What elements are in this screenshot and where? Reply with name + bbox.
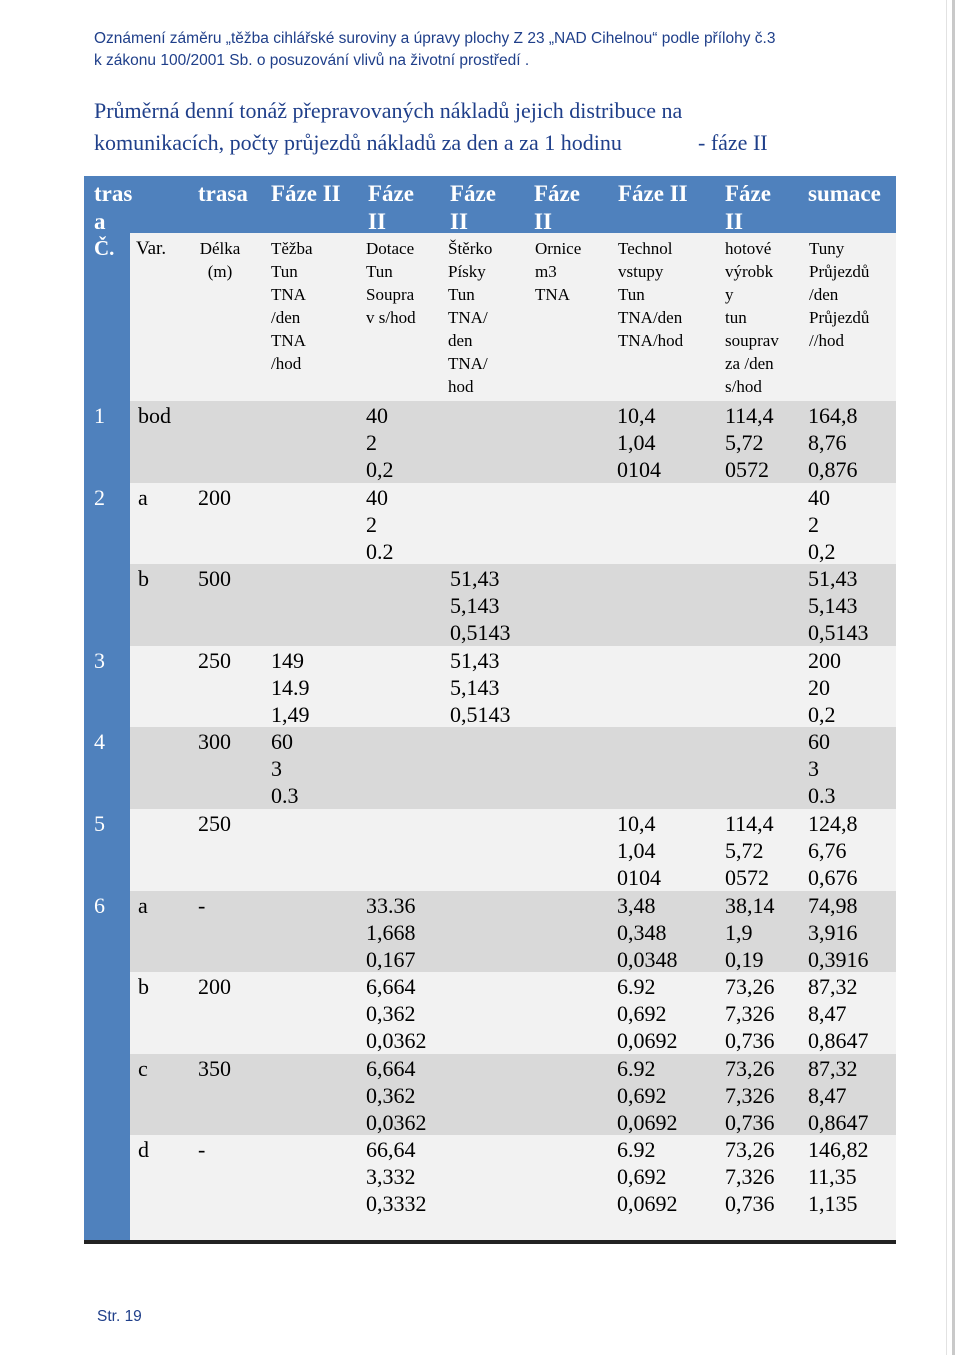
cell-sterko: 51,43 bbox=[450, 647, 500, 673]
cell-dotace: 2 bbox=[366, 511, 377, 537]
cell-sterko: 0,5143 bbox=[450, 620, 511, 646]
cell-dotace: 6,664 bbox=[366, 974, 416, 1000]
subhead-hotove-line: s/hod bbox=[725, 377, 762, 396]
cell-sum: 124,8 bbox=[808, 811, 858, 836]
cell-hotove: 0,736 bbox=[725, 1191, 775, 1217]
cell-technol: 1,04 bbox=[617, 430, 656, 455]
cell-sum: 87,32 bbox=[808, 974, 858, 1000]
cell-tezba: 1,49 bbox=[271, 701, 310, 727]
cell-sum: 200 bbox=[808, 647, 841, 673]
cell-sterko: 0,5143 bbox=[450, 701, 511, 727]
subhead-tezba-line: /den bbox=[271, 308, 301, 327]
cell-sterko: 51,43 bbox=[450, 566, 500, 592]
cell-sum: 8,76 bbox=[808, 430, 847, 455]
cell-delka: - bbox=[198, 892, 206, 918]
cell-technol: 0,0692 bbox=[617, 1109, 678, 1135]
row-band bbox=[130, 1054, 896, 1136]
cell-sum: 5,143 bbox=[808, 593, 858, 619]
cell-technol: 6.92 bbox=[617, 1137, 656, 1163]
cell-hotove: 0,736 bbox=[725, 1109, 775, 1135]
cell-sum: 0,2 bbox=[808, 538, 836, 564]
cell-delka: 200 bbox=[198, 484, 231, 510]
table-first-column-band bbox=[84, 176, 133, 1244]
cell-hotove: 73,26 bbox=[725, 974, 775, 1000]
cell-delka: 250 bbox=[198, 647, 231, 673]
subhead-sumace-line: //hod bbox=[809, 331, 844, 350]
subhead-technol-line: Technol bbox=[618, 239, 673, 258]
subhead-technol-line: TNA/den bbox=[618, 308, 683, 327]
cell-var: bod bbox=[138, 403, 171, 428]
cell-dotace: 66,64 bbox=[366, 1137, 416, 1163]
cell-dotace: 40 bbox=[366, 403, 388, 428]
cell-sum: 74,98 bbox=[808, 892, 858, 918]
row-band bbox=[130, 401, 896, 483]
row-band bbox=[130, 727, 896, 809]
cell-sum: 11,35 bbox=[808, 1164, 857, 1190]
head-faze-ornice: Fáze II bbox=[534, 181, 580, 234]
subhead-sumace-line: Tuny bbox=[809, 239, 845, 258]
cell-delka: 350 bbox=[198, 1055, 231, 1081]
subhead-delka-line: (m) bbox=[207, 262, 233, 281]
subhead-sumace-line: Průjezdů bbox=[809, 262, 870, 281]
subhead-tezba-line: Tun bbox=[271, 262, 298, 281]
cell-technol: 0104 bbox=[617, 457, 661, 482]
cell-delka: - bbox=[198, 1137, 206, 1163]
cell-var: b bbox=[138, 974, 149, 1000]
cell-hotove: 0,736 bbox=[725, 1028, 775, 1054]
cell-sum: 1,135 bbox=[808, 1191, 858, 1217]
cell-sum: 6,76 bbox=[808, 838, 847, 863]
page-edge bbox=[952, 0, 955, 1355]
cell-dotace: 0,362 bbox=[366, 1082, 416, 1108]
cell-sum: 2 bbox=[808, 511, 819, 537]
subhead-delka bbox=[198, 237, 242, 283]
subhead-sterko-line: Písky bbox=[448, 262, 486, 281]
document-header bbox=[94, 28, 914, 72]
cell-technol: 3,48 bbox=[617, 892, 656, 918]
subhead-sterko-line: TNA/ bbox=[448, 308, 488, 327]
cell-technol: 0,692 bbox=[617, 1001, 667, 1027]
cell-sum: 0,3916 bbox=[808, 946, 869, 972]
cell-sum: 0,676 bbox=[808, 865, 858, 890]
head-faze-tezba: Fáze II bbox=[271, 181, 341, 206]
title-suffix: - fáze II bbox=[698, 130, 768, 155]
cell-hotove: 0572 bbox=[725, 865, 769, 890]
subhead-dotace bbox=[366, 237, 416, 329]
cell-hotove: 114,4 bbox=[725, 403, 774, 428]
subhead-sterko-line: hod bbox=[448, 377, 474, 396]
cell-hotove: 5,72 bbox=[725, 430, 764, 455]
cell-dotace: 33.36 bbox=[366, 892, 416, 918]
cell-hotove: 5,72 bbox=[725, 838, 764, 863]
page-edge-line bbox=[946, 0, 947, 1355]
subhead-hotove-line: výrobk bbox=[725, 262, 774, 281]
cell-c: 3 bbox=[94, 647, 105, 673]
cell-tezba: 60 bbox=[271, 729, 293, 755]
cell-sum: 60 bbox=[808, 729, 830, 755]
row-band bbox=[130, 891, 896, 973]
subhead-sumace-line: Průjezdů bbox=[809, 308, 870, 327]
subhead-dotace-line: Soupra bbox=[366, 285, 415, 304]
subhead-technol-line: Tun bbox=[618, 285, 645, 304]
subhead-hotove-line: za /den bbox=[725, 354, 774, 373]
cell-dotace: 2 bbox=[366, 430, 377, 455]
cell-sum: 164,8 bbox=[808, 403, 858, 428]
subhead-tezba-line: TNA bbox=[271, 285, 306, 304]
cell-sum: 51,43 bbox=[808, 566, 858, 592]
cell-c: 2 bbox=[94, 484, 105, 510]
subhead-sumace-line: /den bbox=[809, 285, 839, 304]
head-faze-sterko: Fáze II bbox=[450, 181, 496, 234]
subhead-hotove-line: tun bbox=[725, 308, 747, 327]
subhead-sterko-line: den bbox=[448, 331, 473, 350]
cell-hotove: 7,326 bbox=[725, 1001, 775, 1027]
cell-sum: 0,8647 bbox=[808, 1109, 869, 1135]
cell-var: a bbox=[138, 892, 148, 918]
title-line-2: komunikacích, počty průjezdů nákladů za den a za 1 hodinu bbox=[94, 130, 622, 155]
subhead-dotace-line: Tun bbox=[366, 262, 393, 281]
cell-hotove: 38,14 bbox=[725, 892, 775, 918]
subhead-technol-line: TNA/hod bbox=[618, 331, 684, 350]
head-trasa-short: tras a bbox=[94, 181, 133, 234]
cell-hotove: 0,19 bbox=[725, 946, 764, 972]
cell-dotace: 0,362 bbox=[366, 1001, 416, 1027]
cell-var: a bbox=[138, 484, 148, 510]
table-bottom-rule bbox=[84, 1240, 896, 1244]
subhead-ornice bbox=[535, 237, 581, 306]
cell-var: b bbox=[138, 566, 149, 592]
cell-sterko: 5,143 bbox=[450, 593, 500, 619]
cell-sum: 146,82 bbox=[808, 1137, 869, 1163]
cell-sum: 0,876 bbox=[808, 457, 858, 482]
cell-sterko: 5,143 bbox=[450, 674, 500, 700]
subhead-hotove-line: souprav bbox=[725, 331, 779, 350]
subhead-sterko-line: TNA/ bbox=[448, 354, 488, 373]
cell-delka: 300 bbox=[198, 729, 231, 755]
title-line-2-wrap bbox=[94, 127, 914, 159]
subhead-ornice-line: m3 bbox=[535, 262, 557, 281]
subhead-delka-line: Délka bbox=[199, 239, 241, 258]
cell-hotove: 7,326 bbox=[725, 1164, 775, 1190]
table-title bbox=[94, 95, 914, 159]
cell-tezba: 3 bbox=[271, 756, 282, 782]
cell-technol: 0,692 bbox=[617, 1164, 667, 1190]
cell-var: d bbox=[138, 1137, 149, 1163]
subhead-hotove bbox=[725, 237, 779, 398]
header-line-2: k zákonu 100/2001 Sb. o posuzování vlivů na životní prostředí . bbox=[94, 52, 530, 69]
cell-sum: 20 bbox=[808, 674, 830, 700]
cell-technol: 6.92 bbox=[617, 1055, 656, 1081]
cell-technol: 0,0348 bbox=[617, 946, 678, 972]
cell-dotace: 0,2 bbox=[366, 457, 394, 482]
subhead-technol bbox=[618, 237, 683, 352]
subhead-dotace-line: Dotace bbox=[366, 239, 415, 258]
cell-sum: 8,47 bbox=[808, 1082, 847, 1108]
subhead-sterko-line: Štěrko bbox=[448, 239, 493, 258]
cell-dotace: 1,668 bbox=[366, 919, 416, 945]
cell-c: 6 bbox=[94, 892, 105, 918]
subhead-var: Var. bbox=[136, 238, 167, 259]
cell-technol: 10,4 bbox=[617, 403, 656, 428]
cell-sum: 40 bbox=[808, 484, 830, 510]
cell-technol: 0,692 bbox=[617, 1082, 667, 1108]
subhead-hotove-line: y bbox=[725, 285, 734, 304]
row-band bbox=[130, 564, 896, 646]
cell-sum: 8,47 bbox=[808, 1001, 847, 1027]
cell-dotace: 0,0362 bbox=[366, 1109, 427, 1135]
cell-sum: 0,5143 bbox=[808, 620, 869, 646]
cell-hotove: 114,4 bbox=[725, 811, 774, 836]
cell-hotove: 73,26 bbox=[725, 1137, 775, 1163]
cell-delka: 200 bbox=[198, 974, 231, 1000]
cell-var: c bbox=[138, 1055, 148, 1081]
cell-dotace: 6,664 bbox=[366, 1055, 416, 1081]
cell-sum: 0,8647 bbox=[808, 1028, 869, 1054]
cell-hotove: 0572 bbox=[725, 457, 769, 482]
subhead-tezba-line: TNA bbox=[271, 331, 306, 350]
page-number: Str. 19 bbox=[97, 1308, 142, 1325]
cell-technol: 1,04 bbox=[617, 838, 656, 863]
head-faze-dotace: Fáze II bbox=[368, 181, 414, 234]
subhead-tezba bbox=[271, 237, 313, 375]
cell-hotove: 7,326 bbox=[725, 1082, 775, 1108]
cell-technol: 0,0692 bbox=[617, 1028, 678, 1054]
subhead-technol-line: vstupy bbox=[618, 262, 664, 281]
subhead-hotove-line: hotové bbox=[725, 239, 772, 258]
cell-technol: 0,0692 bbox=[617, 1191, 678, 1217]
cell-c: 1 bbox=[94, 403, 105, 428]
cell-dotace: 40 bbox=[366, 484, 388, 510]
subhead-ornice-line: Ornice bbox=[535, 239, 582, 258]
cell-dotace: 3,332 bbox=[366, 1164, 416, 1190]
subhead-sterko-line: Tun bbox=[448, 285, 475, 304]
head-trasa: trasa bbox=[198, 181, 248, 206]
subhead-ornice-line: TNA bbox=[535, 285, 570, 304]
subhead-sterko bbox=[448, 237, 492, 398]
cell-hotove: 73,26 bbox=[725, 1055, 775, 1081]
cell-technol: 6.92 bbox=[617, 974, 656, 1000]
cell-tezba: 14.9 bbox=[271, 674, 310, 700]
subhead-sumace bbox=[809, 237, 869, 352]
cell-hotove: 1,9 bbox=[725, 919, 753, 945]
cell-sum: 0.3 bbox=[808, 783, 836, 809]
cell-technol: 0104 bbox=[617, 865, 661, 890]
cell-dotace: 0.2 bbox=[366, 538, 394, 564]
cell-c: 4 bbox=[94, 729, 105, 755]
title-line-1: Průměrná denní tonáž přepravovaných nákladů jejich distribuce na bbox=[94, 98, 683, 123]
cell-dotace: 0,3332 bbox=[366, 1191, 427, 1217]
cell-delka: 500 bbox=[198, 566, 231, 592]
cell-sum: 87,32 bbox=[808, 1055, 858, 1081]
cell-technol: 0,348 bbox=[617, 919, 667, 945]
head-faze-technol: Fáze II bbox=[618, 181, 688, 206]
cell-sum: 3,916 bbox=[808, 919, 858, 945]
cell-dotace: 0,167 bbox=[366, 946, 416, 972]
head-faze-hotove: Fáze II bbox=[725, 181, 771, 234]
cell-dotace: 0,0362 bbox=[366, 1028, 427, 1054]
subhead-tezba-line: /hod bbox=[271, 354, 302, 373]
head-sumace: sumace bbox=[808, 181, 881, 206]
cell-sum: 0,2 bbox=[808, 701, 836, 727]
subhead-tezba-line: Těžba bbox=[271, 239, 313, 258]
header-line-1: Oznámení záměru „těžba cihlářské suroviny a úpravy plochy Z 23 „NAD Cihelnou“ podle přílohy č.3 bbox=[94, 30, 776, 47]
cell-tezba: 149 bbox=[271, 647, 304, 673]
cell-c: 5 bbox=[94, 811, 105, 836]
subhead-c: Č. bbox=[94, 236, 115, 260]
cell-technol: 10,4 bbox=[617, 811, 656, 836]
cell-tezba: 0.3 bbox=[271, 783, 299, 809]
cell-delka: 250 bbox=[198, 811, 231, 836]
cell-sum: 3 bbox=[808, 756, 819, 782]
subhead-dotace-line: v s/hod bbox=[366, 308, 416, 327]
traffic-table bbox=[84, 176, 896, 1244]
